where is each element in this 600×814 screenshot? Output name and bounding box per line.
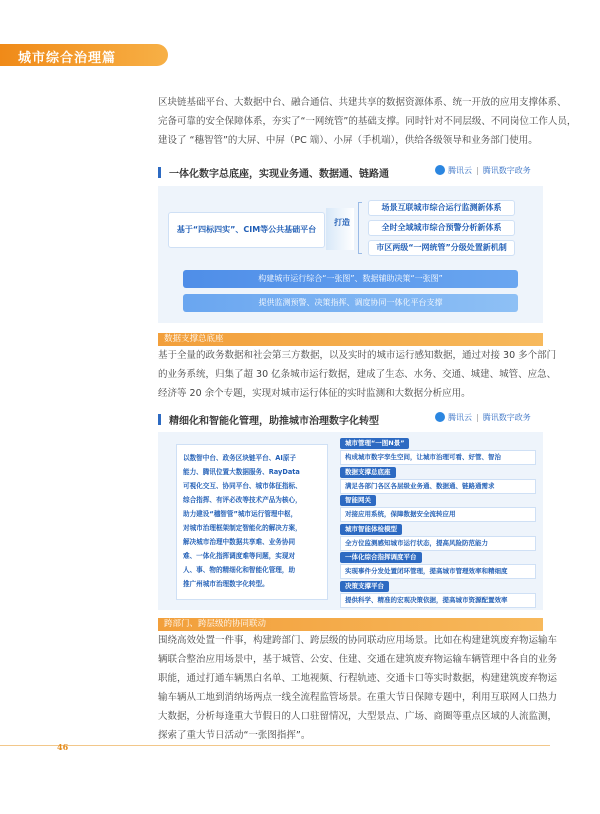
panel2-right-item [340, 438, 535, 466]
intro-line-1: 区块链基础平台、大数据中台、融合通信、共建共享的数据资源体系、统一开放的应用支撑体系、 [158, 97, 567, 108]
sub1-line-2: 的业务系统，归集了超 30 亿条城市运行数据，建成了生态、水务、交通、城建、城管、应急、 [158, 369, 557, 380]
panel2-right-item-desc: 实现事件分发处置闭环管理，提高城市管理效率和精细度 [340, 564, 536, 579]
sub2-line-3: 职能，通过打通车辆黑白名单、工地视频、行程轨迹、交通卡口等实时数据，构建建筑废弃物运 [158, 673, 558, 684]
panel1-title-text: 一体化数字总底座，实现业务通、数据通、链路通 [169, 169, 389, 180]
sub1-heading: 数据支撑总底座 [164, 334, 224, 344]
panel1-bar-2: 提供监测预警、决策指挥、调度协同一体化平台支撑 [183, 294, 518, 312]
panel2-diagram [158, 432, 543, 610]
logo-right-text: 腾讯数字政务 [482, 413, 531, 422]
panel1-title [158, 165, 389, 180]
panel2-left-line: 能力、腾讯位置大数据服务、RayData [183, 468, 300, 476]
panel2-left-line: 难、一体化指挥调度难等问题，实现对 [183, 552, 296, 560]
sub2-line-5: 大数据，分析每逢重大节假日的人口驻留情况，大型景点、广场、商圈等重点区域的人流监测， [158, 711, 558, 722]
logo-left-text: 腾讯云 [448, 413, 472, 422]
tencent-cloud-logo-icon [435, 412, 445, 422]
panel1-right-item-2: 全时全域城市综合预警分析新体系 [368, 220, 515, 236]
sub2-line-6: 探索了重大节日活动“一张图指挥”。 [158, 730, 311, 741]
page-header [0, 0, 600, 70]
panel1-bar-1: 构建城市运行综合“一张图”、数据辅助决策“一张图” [183, 270, 518, 288]
panel2-left-box [176, 444, 328, 600]
sub2-line-2: 辆联合整治应用场景中，基于城管、公安、住建、交通在建筑废弃物运输车辆管理中各自的业务 [158, 654, 558, 665]
sub1-heading-bar [158, 333, 543, 346]
panel2-left-line: 推广州城市治理数字化转型。 [183, 580, 269, 588]
panel2-right-item [340, 524, 535, 552]
title-accent-bar [158, 414, 161, 425]
section-title-tab [0, 44, 168, 66]
logo-left-text: 腾讯云 [448, 166, 472, 175]
panel2-left-line: 对城市治理框架制定智能化的解决方案， [183, 524, 302, 532]
sub1-line-3: 经济等 20 余个专题，实现对城市运行体征的实时监测和大数据分析应用。 [158, 388, 471, 399]
panel2-right-item-tag: 数据支撑总底座 [340, 467, 396, 478]
panel2-left-line: 以数智中台、政务区块链平台、AI原子 [183, 454, 297, 462]
panel2-right-item [340, 495, 535, 523]
panel2-right-item-tag: 一体化综合指挥调度平台 [340, 552, 422, 563]
panel1-left-box: 基于“四标四实”、CIM等公共基础平台 [168, 212, 325, 248]
sub2-line-4: 输车辆从工地到消纳场两点一线全流程监管场景。在重大节日保障专题中，利用互联网人口热力 [158, 692, 558, 703]
panel2-left-line: 可視化交互、协同平台、城市体征指标、 [183, 482, 302, 490]
title-accent-bar [158, 167, 161, 178]
panel1-diagram [158, 186, 543, 323]
panel2-left-line: 解决城市治理中数据共享难、业务协同 [183, 538, 296, 546]
tencent-cloud-logo-icon [435, 165, 445, 175]
bracket [358, 202, 362, 254]
intro-line-2: 完备可靠的安全保障体系，夯实了“一网统管”的基础支撑。同时针对不同层级、不同岗位工作人员， [158, 116, 577, 127]
panel2-right-item-tag: 决策支撑平台 [340, 581, 389, 592]
panel1-right-item-1: 场景互联城市综合运行监测新体系 [368, 200, 515, 216]
panel2-right-item-desc: 满足各部门各区各层级业务通、数据通、链路通需求 [340, 479, 536, 494]
panel2-logos: 腾讯云 | 腾讯数字政务 [435, 412, 531, 423]
panel2-right-item-tag: 城市管理“一图N景” [340, 438, 409, 449]
sub2-line-1: 围绕高效处置一件事，构建跨部门、跨层级的协同联动应用场景。比如在构建建筑废弃物运输车 [158, 635, 558, 646]
arrow-label: 打造 [334, 218, 350, 227]
panel1-logos: 腾讯云 | 腾讯数字政务 [435, 165, 531, 176]
panel2-right-item-desc: 提供科学、精准的宏观决策依据，提高城市资源配置效率 [340, 593, 536, 608]
panel2-right-item-tag: 城市智能体检模型 [340, 524, 402, 535]
panel2-left-line: 助力建设“穗智管”城市运行管理中枢， [183, 510, 298, 518]
logo-right-text: 腾讯数字政务 [482, 166, 531, 175]
panel2-left-line: 综合指挥、有评必改等技术产品为核心， [183, 496, 302, 504]
panel2-right-item [340, 581, 535, 609]
panel2-right-item-desc: 对接应用系统，保障数据安全流转应用 [340, 507, 536, 522]
sub1-line-1: 基于全量的政务数据和社会第三方数据，以及实时的城市运行感知数据，通过对接 30 多个部门 [158, 350, 557, 361]
intro-line-3: 建设了 “穗智管”的大屏、中屏（PC 端）、小屏（手机端），供给各级领导和业务部门使用。 [158, 135, 538, 146]
panel2-title [158, 412, 379, 427]
sub2-heading-bar [158, 618, 543, 631]
footer-rule [0, 745, 550, 746]
panel2-right-item-desc: 全方位监测感知城市运行状态，提高风险防范能力 [340, 536, 536, 551]
panel2-right-item [340, 552, 535, 580]
panel2-title-text: 精细化和智能化管理，助推城市治理数字化转型 [169, 416, 379, 427]
panel2-right-item-tag: 智能网关 [340, 495, 376, 506]
page-number: 46 [57, 742, 69, 752]
section-title: 城市综合治理篇 [18, 51, 117, 66]
panel2-left-line: 人、事、物的精细化和智能化管理，助 [183, 566, 296, 574]
panel2-right-item [340, 467, 535, 495]
sub2-heading: 跨部门、跨层级的协同联动 [164, 619, 267, 629]
panel2-right-item-desc: 构成城市数字孪生空间，让城市治理可看、好管、智治 [340, 450, 536, 465]
panel1-right-item-3: 市区两级“一网统管”分级处置新机制 [368, 240, 515, 256]
